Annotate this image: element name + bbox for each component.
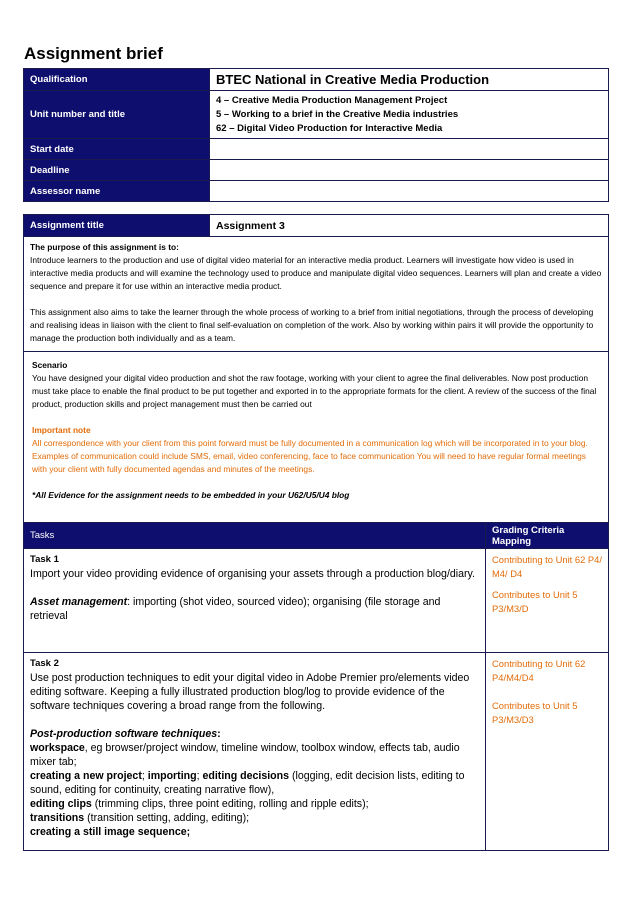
assessor-label: Assessor name [24, 181, 210, 202]
purpose-heading: The purpose of this assignment is to: [30, 242, 179, 252]
task1-label: Task 1 [30, 554, 59, 565]
asset-management-label: Asset management [30, 596, 128, 608]
unit-line: 62 – Digital Video Production for Interactive Media [216, 122, 443, 134]
task2-cell [24, 653, 486, 851]
task2-grade-unit62: Contributing to Unit 62 P4/M4/D4 [492, 658, 586, 683]
task1-cell [24, 549, 486, 653]
task1-asset-management [30, 595, 479, 623]
unit-label: Unit number and title [24, 91, 210, 139]
technique-editing-clips: editing clips (trimming clips, three point editing, rolling and ripple edits); [30, 798, 369, 810]
tasks-header: Tasks [24, 523, 486, 549]
technique-still-image: creating a still image sequence; [30, 826, 191, 838]
purpose-paragraph: Introduce learners to the production and use of digital video material for an interactive media product. Learners will investigate how video is used in interactive media products and will examine the technology used to produce and manipulate digital video sequences. Learners will plan and create a video sequence and prepare it for use within an interactive media product. [30, 255, 602, 291]
task1-grade-unit5: Contributes to Unit 5 P3/M3/D [492, 589, 578, 614]
info-table [23, 68, 609, 202]
scenario-cell [24, 352, 609, 523]
task1-text: Import your video providing evidence of organising your assets through a production blog/diary. [30, 568, 475, 580]
deadline-field[interactable] [210, 160, 609, 181]
evidence-note: *All Evidence for the assignment needs to be embedded in your U62/U5/U4 blog [32, 490, 350, 500]
scenario-text: You have designed your digital video production and shot the raw footage, working with your client to agree the final deliverables. Now post production must take place to enable the final product to be put together and exported in to the appropriate formats for the client. A review of the success of the final product, production skills and project management must then be carried out [32, 373, 597, 409]
assessor-field[interactable] [210, 181, 609, 202]
technique-workspace: workspace, eg browser/project window, timeline window, toolbox window, effects tab, audio mixer tab; [30, 742, 460, 768]
assignment-title-label: Assignment title [24, 215, 210, 237]
qualification-value: BTEC National in Creative Media Production [210, 69, 609, 91]
scenario-heading: Scenario [32, 360, 68, 370]
important-note-text: All correspondence with your client from this point forward must be fully documented in a communication log which will be incorporated in to your blog. Examples of communication could include SMS, email, video conferencing, face to face communication You will need to have regular formal meetings with your client with fully documented agendas and minutes of the meetings. [32, 438, 588, 474]
technique-editing-decisions: creating a new project; importing; editing decisions (logging, edit decision lists, editing to sound, editing for continuity, creating narrative flow), [30, 770, 465, 796]
unit-line: 4 – Creative Media Production Management Project [216, 94, 448, 106]
purpose-paragraph: This assignment also aims to take the learner through the whole process of working to a brief from initial negotiations, through the process of developing and realising ideas in liaison with the client to final self-evaluation on completion of the work. Also by working within pairs it will provide the opportunity to manage the production both individually and as a team. [30, 307, 594, 343]
task2-text: Use post production techniques to edit your digital video in Adobe Premier pro/elements video editing software. Keeping a fully illustrated production blog/log to provide evidence of the software techniques covering a broad range from the following. [30, 672, 470, 712]
tasks-table [23, 548, 609, 851]
task2-grading [486, 653, 609, 851]
asset-management-text: : importing (shot video, sourced video); organising (file storage and retrieval [30, 596, 441, 622]
task2-grade-unit5: Contributes to Unit 5 P3/M3/D3 [492, 700, 578, 725]
unit-line: 5 – Working to a brief in the Creative Media industries [216, 108, 459, 120]
assignment-title-value: Assignment 3 [210, 215, 609, 237]
purpose-cell [24, 237, 609, 352]
assignment-table [23, 214, 609, 549]
start-date-label: Start date [24, 139, 210, 160]
grading-header: Grading Criteria Mapping [486, 523, 609, 549]
start-date-field[interactable] [210, 139, 609, 160]
important-note-heading: Important note [32, 425, 91, 435]
page-title: Assignment brief [24, 44, 163, 63]
deadline-label: Deadline [24, 160, 210, 181]
task1-grade-unit62: Contributing to Unit 62 P4/ M4/ D4 [492, 554, 602, 579]
techniques-heading: Post-production software techniques: [30, 728, 221, 740]
qualification-label: Qualification [24, 69, 210, 91]
task1-grading [486, 549, 609, 653]
task2-label: Task 2 [30, 658, 59, 669]
technique-transitions: transitions (transition setting, adding, editing); [30, 812, 250, 824]
unit-value [210, 91, 609, 139]
